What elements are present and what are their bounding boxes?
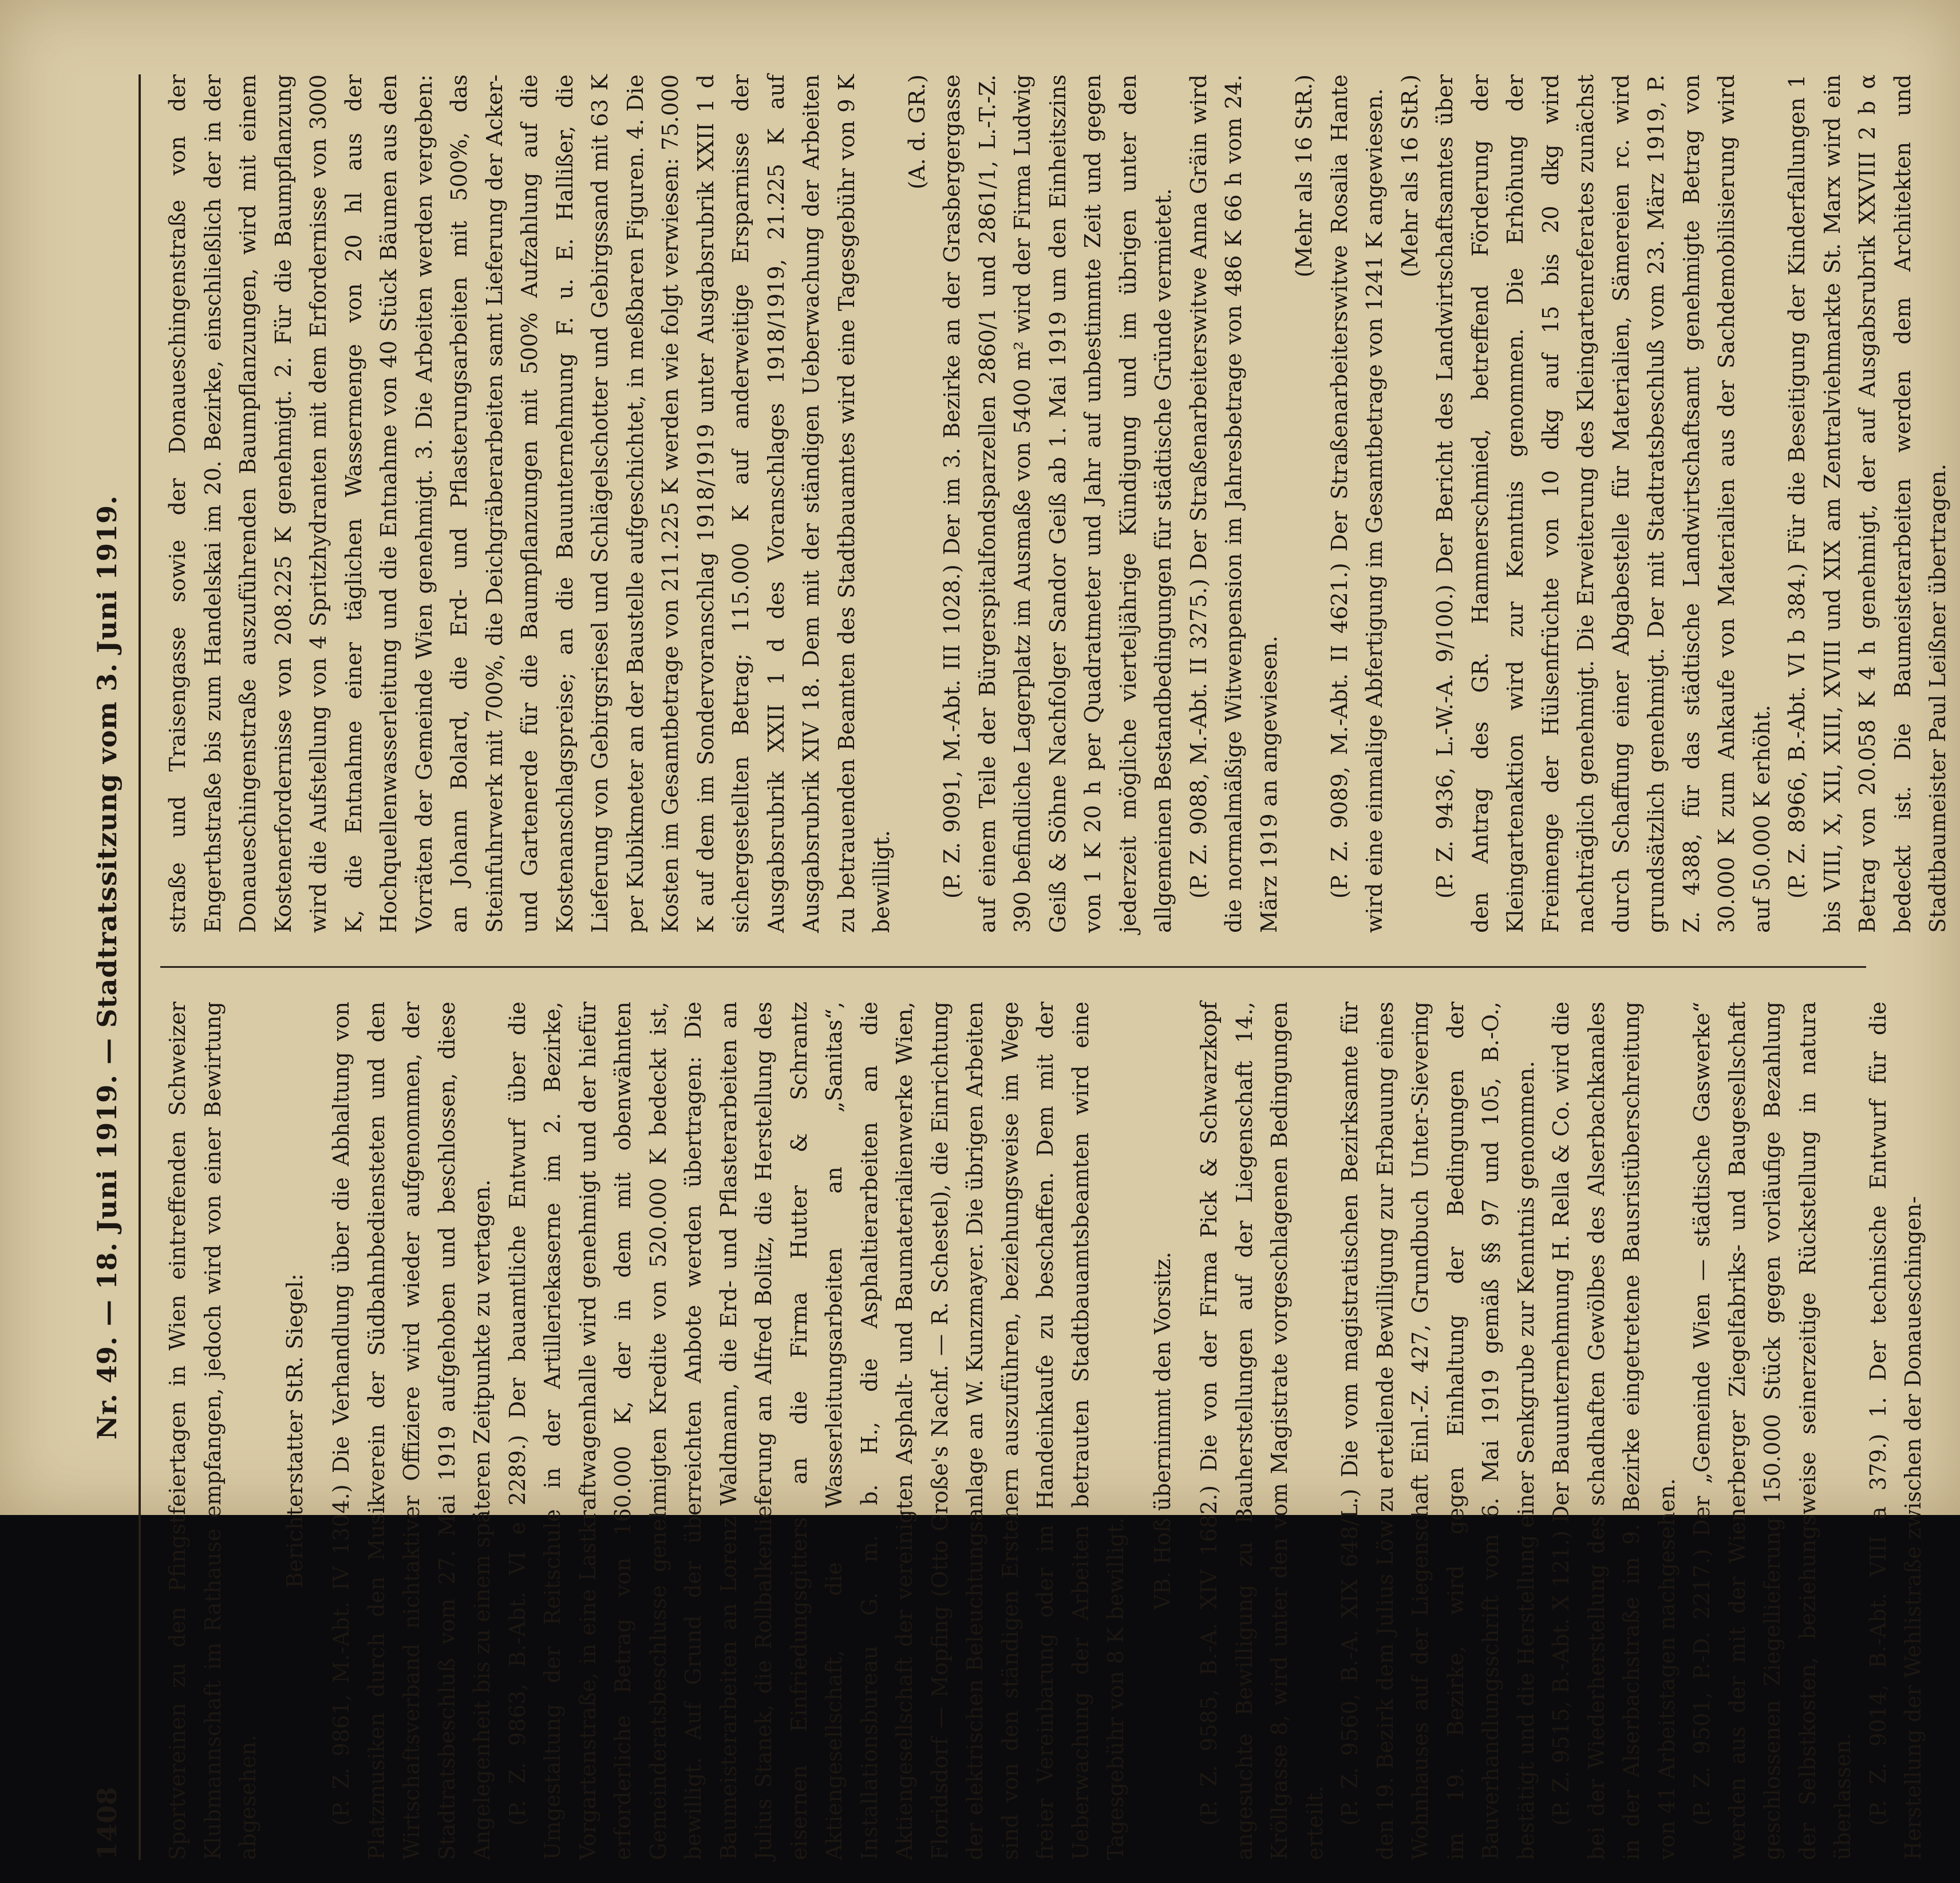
column-right — [160, 74, 1950, 933]
column-divider — [160, 966, 1866, 968]
page-header — [92, 74, 137, 1860]
note: (Mehr als 16 StR.) — [1397, 74, 1422, 278]
paragraph: (P. Z. 9088, M.-Abt. II 3275.) Der Straßenarbeiterswitwe Anna Gräin wird die normalmäßige Witwenpension im Jahresbetrage von 486 K 66 h vom 24. März 1919 an angewiesen. — [1186, 74, 1282, 933]
note: (A. d. GR.) — [904, 74, 930, 189]
running-title: Nr. 49. — 18. Juni 1919. — Stadtratssitzung vom 3. Juni 1919. — [92, 495, 122, 1440]
chair-line: VB. Hoß übernimmt den Vorsitz. — [1149, 1252, 1175, 1610]
paragraph: (P. Z. 9560, B.-A. XIX 648/L.) Die vom magistratischen Bezirksamte für den 19. Bezirk dem Julius Löw zu erteilende Bewilligung zur Erbauung eines Wohnhauses auf der Liegenschaft Einl.-Z. 427, Grundbuch Unter-Sievering im 19. Bezirke, wird gegen Einhaltung der Bedingungen der Bauverhandlungsschrift vom 6. Mai 1919 gemäß §§ 97 und 105, B.-O., bestätigt und die Herstellung einer Senkgrube zur Kenntnis genommen. — [1337, 1002, 1539, 1860]
page-number: 1408 — [92, 1786, 122, 1860]
column-left — [160, 1002, 1926, 1860]
paragraph: (P. Z. 9436, L.-W.-A. 9/100.) Der Bericht des Landwirtschaftsamtes über den Antrag des GR. Hammerschmied, betreffend Förderung der Kleingartenaktion wird zur Kenntnis genommen. Die Erhöhung der Freimenge der Hülsenfrüchte von 10 dkg auf 15 bis 20 dkg wird nachträglich genehmigt. Die Erweiterung des Kleingartenreferates zunächst durch Schaffung einer Abgabestelle für Materialien, Sämereien rc. wird grundsätzlich genehmigt. Der mit Stadtratsbeschluß vom 23. März 1919, P. Z. 4388, für das städtische Landwirtschaftsamt genehmigte Betrag von 30.000 K zum Ankaufe von Materialien aus der Sachdemobilisierung wird auf 50.000 K erhöht. — [1432, 74, 1775, 933]
paragraph: (P. Z. 9863, B.-Abt. VI e 2289.) Der bauamtliche Entwurf über die Umgestaltung der Reitschule in der Artilleriekaserne im 2. Bezirke, Vorgartenstraße, in eine Lastkraftwagenhalle wird genehmigt und der hiefür erforderliche Betrag von 160.000 K, der in dem mit obenwähnten Gemeinderatsbeschlusse genehmigten Kredite von 520.000 K bedeckt ist, bewilligt. Auf Grund der überreichten Anbote werden übertragen: Die Baumeisterarbeiten an Lorenz Waldmann, die Erd- und Pflasterarbeiten an Julius Stanek, die Rollbalkenlieferung an Alfred Bolitz, die Herstellung des eisernen Einfriedungsgitters an die Firma Hutter & Schrantz Aktiengesellschaft, die Wasserleitungsarbeiten an „Sanitas“, Installationsbureau G. m. b. H., die Asphaltierarbeiten an die Aktiengesellschaft der vereinigten Asphalt- und Baumaterialienwerke Wien, Floridsdorf — Mopfing (Otto Große's Nachf. — R. Schestel), die Einrichtung der elektrischen Beleuchtungsanlage an W. Kunzmayer. Die übrigen Arbeiten sind von den ständigen Erstehern auszuführen, beziehungsweise im Wege freier Vereinbarung oder im Handeinkaufe zu beschaffen. Dem mit der Ueberwachung der Arbeiten betrauten Stadtbauamtsbeamten wird eine Tagesgebühr von 8 K bewilligt. — [504, 1002, 1128, 1860]
note: (Mehr als 16 StR.) — [1291, 74, 1317, 278]
paragraph: (P. Z. 9091, M.-Abt. III 1028.) Der im 3. Bezirke an der Grasbergergasse auf einem Teile der Bürgerspitalfondsparzellen 2860/1 und 2861/1, L.-T.-Z. 390 befindliche Lagerplatz im Ausmaße von 5400 m² wird der Firma Ludwig Geiß & Söhne Nachfolger Sandor Geiß ab 1. Mai 1919 um den Einheitszins von 1 K 20 h per Quadratmeter und Jahr auf unbestimmte Zeit und gegen jederzeit mögliche vierteljährige Kündigung und im übrigen unter den allgemeinen Bestandbedingungen für städtische Gründe vermietet. — [939, 74, 1176, 933]
paragraph: (P. Z. 9089, M.-Abt. II 4621.) Der Straßenarbeiterswitwe Rosalia Hante wird eine einmalige Abfertigung im Gesamtbetrage von 1241 K angewiesen. — [1326, 74, 1387, 933]
paragraph: (P. Z. 9014, B.-Abt. VIII a 379.) 1. Der technische Entwurf für die Herstellung der Wehlistraße zwischen der Donaueschingen- — [1865, 1002, 1926, 1860]
page-content — [74, 52, 1950, 1883]
paragraph: straße und Traisengasse sowie der Donaueschingenstraße von der Engerthstraße bis zum Handelskai im 20. Bezirke, einschließlich der in der Donaueschingenstraße auszuführenden Baumpflanzungen, wird mit einem Kostenerfordernisse von 208.225 K genehmigt. 2. Für die Baumpflanzung wird die Aufstellung von 4 Spritzhydranten mit dem Erfordernisse von 3000 K, die Entnahme einer täglichen Wassermenge von 20 hl aus der Hochquellenwasserleitung und die Entnahme von 40 Stück Bäumen aus den Vorräten der Gemeinde Wien genehmigt. 3. Die Arbeiten werden vergeben: an Johann Bolard, die Erd- und Pflasterungsarbeiten mit 500%, das Steinfuhrwerk mit 700%, die Deichgräberarbeiten samt Lieferung der Acker- und Gartenerde für die Baumpflanzungen mit 500% Aufzahlung auf die Kostenanschlagspreise; an die Bauunternehmung F. u. E. Hallißer, die Lieferung von Gebirgsriesel und Schlägelschotter und Gebirgssand mit 63 K per Kubikmeter an der Baustelle aufgeschichtet, in meßbaren Figuren. 4. Die Kosten im Gesamtbetrage von 211.225 K werden wie folgt verwiesen: 75.000 K auf dem im Sondervoranschlag 1918/1919 unter Ausgabsrubrik XXII 1 d sichergestellten Betrag; 115.000 K auf anderweitige Ersparnisse der Ausgabsrubrik XXII 1 d des Voranschlages 1918/1919, 21.225 K auf Ausgabsrubrik XIV 18. Dem mit der ständigen Ueberwachung der Arbeiten zu betrauenden Beamten des Stadtbauamtes wird eine Tagesgebühr von 9 K bewilligt. — [165, 74, 894, 933]
paragraph: (P. Z. 9861, M.-Abt. IV 1304.) Die Verhandlung über die Abhaltung von Platzmusiken durch den Musikverein der Südbahnbediensteten und den Wirtschaftsverband nichtaktiver Offiziere wird wieder aufgenommen, der Stadtratsbeschluß vom 27. Mai 1919 aufgehoben und beschlossen, diese Angelegenheit bis zu einem späteren Zeitpunkte zu vertagen. — [329, 1002, 495, 1860]
paragraph: Sportvereinen zu den Pfingstfeiertagen in Wien eintreffenden Schweizer Klubmannschaft im Rathause empfangen, jedoch wird von einer Bewirtung abgesehen. — [165, 1002, 260, 1860]
paragraph: (P. Z. 9585, B.-A. XIV 1682.) Die von der Firma Pick & Schwarzkopf angesuchte Bewilligung zu Bauherstellungen auf der Liegenschaft 14., Kröllgasse 8, wird unter den vom Magistrate vorgeschlagenen Bedingungen erteilt. — [1196, 1002, 1327, 1860]
paragraph: (P. Z. 8966, B.-Abt. VI b 384.) Für die Beseitigung der Kinderfallungen 1 bis VIII, X, XII, XIII, XVIII und XIX am Zentralviehmarkte St. Marx wird ein Betrag von 20.058 K 4 h genehmigt, der auf Ausgabsrubrik XXVIII 2 b α bedeckt ist. Die Baumeisterarbeiten werden dem Architekten und Stadtbaumeister Paul Leißner übertragen. — [1784, 74, 1950, 933]
header-rule — [139, 74, 141, 1860]
paragraph: (P. Z. 9501, P.-D. 2217.) Der „Gemeinde Wien — städtische Gaswerke“ werden aus der mit der Wienerberger Ziegelfabriks- und Baugesellschaft geschlossenen Ziegellieferung 150.000 Stück gegen vorläufige Bezahlung der Selbstkosten, beziehungsweise seinerzeitige Rückstellung in natura überlassen. — [1689, 1002, 1855, 1860]
reporter-line: Berichterstatter StR. Siegel: — [282, 1273, 307, 1588]
paragraph: (P. Z. 9515, B.-Abt. X 121.) Der Bauunternehmung H. Rella & Co. wird die bei der Wiederherstellung des schadhaften Gewölbes des Alserbachkanales in der Alserbachstraße im 9. Bezirke eingetretene Bausristüberschreitung von 41 Arbeitstagen nachgesehen. — [1548, 1002, 1680, 1860]
